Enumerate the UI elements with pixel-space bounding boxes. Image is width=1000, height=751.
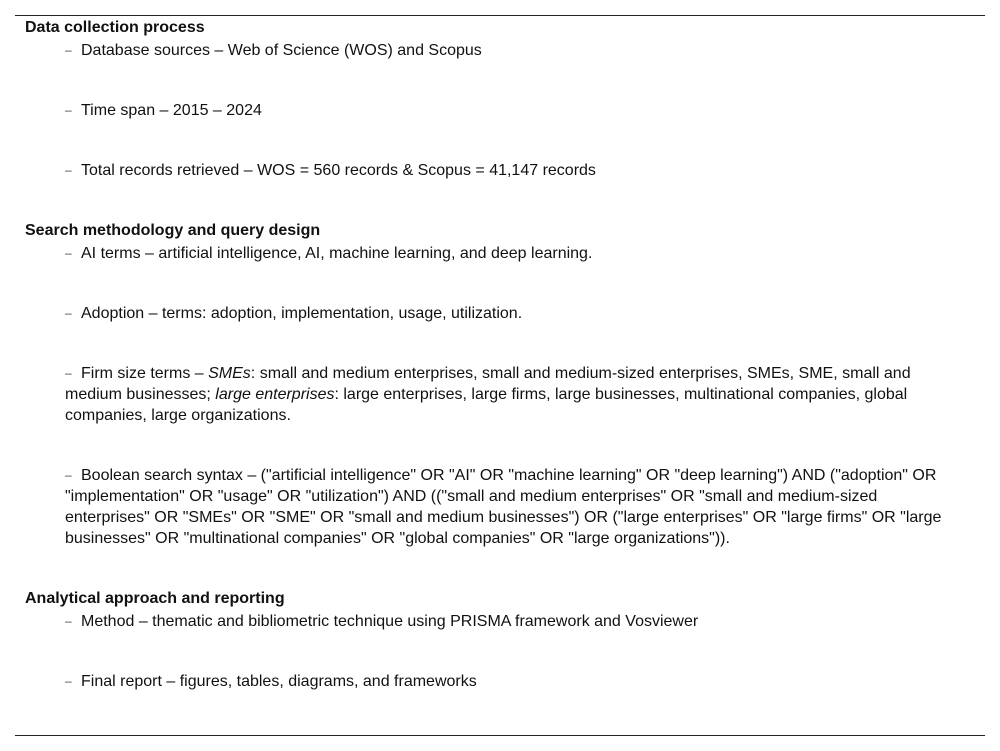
item-text: Adoption – terms: adoption, implementation, usage, utilization. (81, 305, 523, 322)
dash-bullet: – (65, 614, 72, 628)
list-item-firm-size (65, 363, 960, 426)
item-text: Final report – figures, tables, diagrams, and frameworks (81, 673, 477, 690)
list-item-time-span (65, 100, 960, 121)
methodology-table (25, 17, 960, 692)
dash-bullet: – (65, 246, 72, 260)
item-text: Total records retrieved – WOS = 560 records & Scopus = 41,147 records (81, 162, 596, 179)
list-item-ai-terms (65, 243, 960, 264)
item-text-smes-label: SMEs (208, 365, 251, 382)
top-rule (15, 15, 985, 16)
dash-bullet: – (65, 163, 72, 177)
list-item-database-sources (65, 40, 960, 61)
section-title-data-collection: Data collection process (25, 19, 205, 36)
section-title-analytical-approach: Analytical approach and reporting (25, 590, 285, 607)
item-text-large-label: large enterprises (215, 386, 335, 403)
section-title-search-methodology: Search methodology and query design (25, 222, 321, 239)
bottom-rule (15, 735, 985, 736)
list-item-method (65, 611, 960, 632)
item-text: Boolean search syntax – ("artificial intelligence" OR "AI" OR "machine learning" OR "deep learning") AND ("adoption" OR "implementation" OR "usage" OR "utilization") AND (("small and medium enterprises" OR "small and medium-sized enterprises" OR "SMEs" OR "SME" OR "small and medium businesses") OR ("large enterprises" OR "large firms" OR "large businesses" OR "multinational companies" OR "global companies" OR "large organizations")). (65, 467, 942, 547)
dash-bullet: – (65, 366, 72, 380)
item-text-prefix: Firm size terms – (81, 365, 209, 382)
list-item-final-report (65, 671, 960, 692)
item-text: Method – thematic and bibliometric technique using PRISMA framework and Vosviewer (81, 613, 699, 630)
dash-bullet: – (65, 103, 72, 117)
list-item-adoption (65, 303, 960, 324)
dash-bullet: – (65, 306, 72, 320)
dash-bullet: – (65, 43, 72, 57)
item-text-smes: : small and medium enterprises, small and medium-sized enterprises, SMEs, SME, small and medium businesses; (65, 365, 911, 403)
dash-bullet: – (65, 468, 72, 482)
dash-bullet: – (65, 674, 72, 688)
list-item-boolean-syntax (65, 465, 960, 549)
item-text-large: : large enterprises, large firms, large businesses, multinational companies, global companies, large organizations. (65, 386, 908, 424)
item-text: AI terms – artificial intelligence, AI, machine learning, and deep learning. (81, 245, 593, 262)
list-item-total-records (65, 160, 960, 181)
item-text: Database sources – Web of Science (WOS) and Scopus (81, 42, 482, 59)
item-text: Time span – 2015 – 2024 (81, 102, 262, 119)
